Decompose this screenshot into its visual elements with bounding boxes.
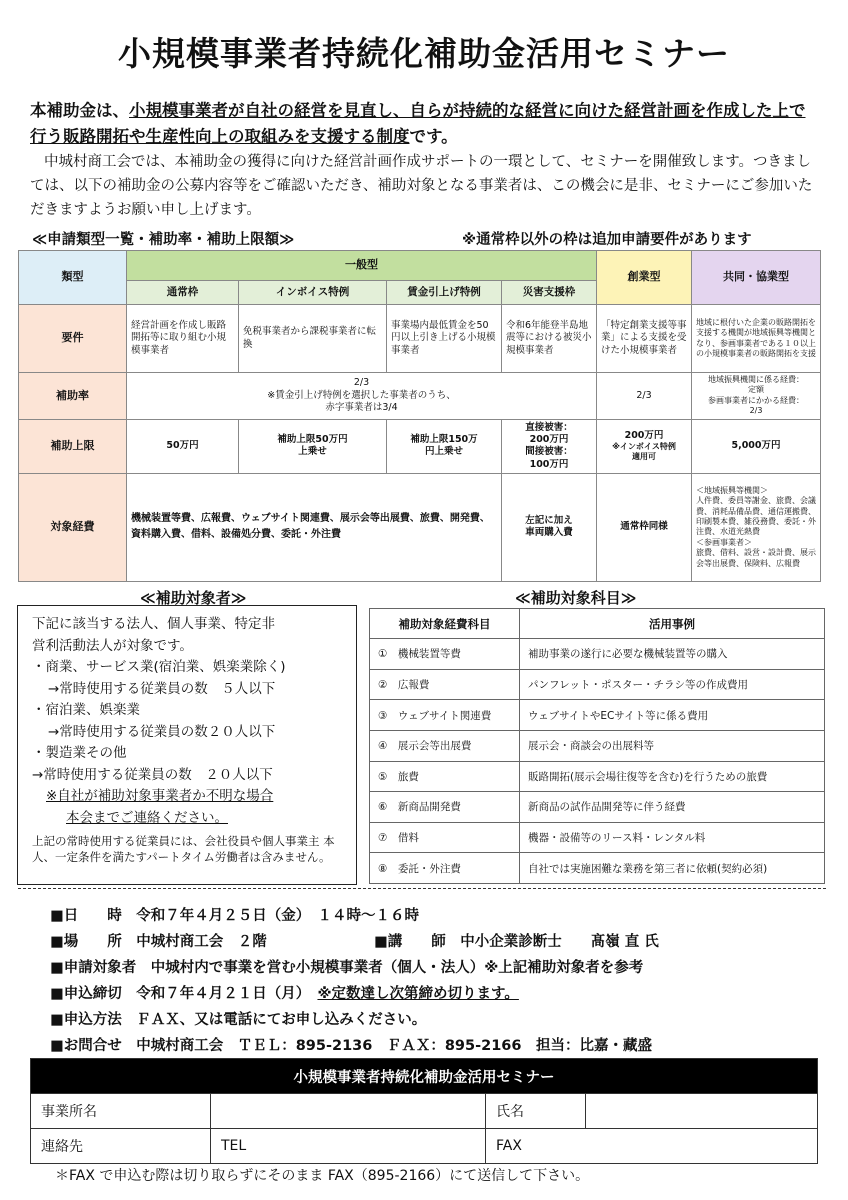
info-deadline-label: ■申込締切 bbox=[50, 986, 122, 1002]
info-deadline bbox=[50, 982, 519, 1003]
form-office-field[interactable] bbox=[211, 1094, 486, 1129]
rate-joint-1: 地域振興機関に係る経費： bbox=[708, 375, 804, 384]
req-invoice: 免税事業者から課税事業者に転換 bbox=[239, 305, 387, 373]
target-line: →常時使用する従業員の数 ２０人以下 bbox=[32, 766, 273, 783]
form-fax-label: FAX bbox=[496, 1138, 522, 1154]
table-row bbox=[370, 700, 825, 731]
items-heading: ≪補助対象科目≫ bbox=[515, 589, 637, 607]
info-lecturer bbox=[374, 930, 659, 951]
target-line: 営利活動法人が対象です。 bbox=[32, 637, 193, 654]
info-method-value: ＦＡＸ、又は電話にてお申し込みください。 bbox=[136, 1012, 427, 1028]
disaster-frame: 災害支援枠 bbox=[502, 281, 597, 305]
info-date-value: 令和７年４月２５日（金） １４時～１６時 bbox=[136, 908, 419, 924]
item-no: ③ bbox=[378, 709, 388, 722]
items-col-example: 活用事例 bbox=[520, 609, 825, 639]
info-applicant-label: ■申請対象者 bbox=[50, 960, 137, 976]
rate-value: 2/3 bbox=[353, 377, 370, 389]
cost-joint bbox=[692, 473, 821, 581]
cost-general: 機械装置等費、広報費、ウェブサイト関連費、展示会等出展費、旅費、開発費、資料購入費、借料、設備処分費、委託・外注費 bbox=[127, 473, 502, 581]
item-example: 新商品の試作品開発等に伴う経費 bbox=[520, 792, 825, 823]
limit-invoice-2: 上乗せ bbox=[298, 446, 327, 458]
limit-startup-1: 200万円 bbox=[624, 429, 664, 441]
info-deadline-note: ※定数達し次第締め切ります。 bbox=[317, 986, 519, 1002]
item-example: 展示会・商談会の出展料等 bbox=[520, 730, 825, 761]
rate-note-2: 赤字事業者は3/4 bbox=[325, 401, 398, 413]
invoice-frame: インボイス特例 bbox=[239, 281, 387, 305]
application-form bbox=[30, 1058, 818, 1164]
table-row bbox=[370, 730, 825, 761]
item-no: ⑥ bbox=[378, 801, 388, 814]
item-name: 機械装置等費 bbox=[397, 648, 461, 661]
form-name-field[interactable] bbox=[586, 1094, 818, 1129]
rate-label: 補助率 bbox=[19, 373, 127, 420]
form-tel-label: TEL bbox=[221, 1138, 247, 1154]
rate-joint-3: 参画事業者にかかる経費： bbox=[708, 395, 804, 405]
req-wage: 事業場内最低賃金を50円以上引き上げる小規模事業者 bbox=[387, 305, 502, 373]
form-tel-field[interactable] bbox=[211, 1129, 486, 1164]
cost-joint-2: 人件費、委員等謝金、旅費、会議費、消耗品備品費、通信運搬費、印刷製本費、雑役務費、委託・外注費、水道光熱費 bbox=[696, 496, 816, 537]
rate-joint-2: 定額 bbox=[748, 385, 764, 395]
limit-invoice bbox=[239, 419, 387, 473]
limit-startup-3: 適用可 bbox=[632, 452, 656, 462]
item-example: 自社では実施困難な業務を第三者に依頼(契約必須) bbox=[520, 853, 825, 884]
fax-instruction: ＊FAX で申込む際は切り取らずにそのまま FAX（895-2166）にて送信して下さい。 bbox=[55, 1168, 590, 1184]
item-no: ② bbox=[378, 679, 388, 692]
wage-frame: 賃金引上げ特例 bbox=[387, 281, 502, 305]
item-name: 広報費 bbox=[397, 679, 430, 692]
info-applicant bbox=[50, 956, 643, 977]
intro-text-underlined: 小規模事業者が自社の経営を見直し、自らが持続的な経営に向けた経営計画を作成した上で行う販路開拓や生産性向上の取組みを支援する制度 bbox=[30, 101, 806, 146]
info-place bbox=[50, 930, 267, 951]
info-lecturer-value: 中小企業診断士 髙嶺 直 氏 bbox=[460, 934, 659, 950]
target-line: →常時使用する従業員の数 ５人以下 bbox=[48, 680, 276, 697]
info-contact-value: 中城村商工会 ＴＥＬ：895-2136 ＦＡＸ：895-2166 担当：比嘉・藏盛 bbox=[136, 1038, 652, 1054]
limit-disaster-2: 200万円 bbox=[529, 433, 569, 445]
item-no: ⑦ bbox=[378, 832, 388, 845]
req-tsujo: 経営計画を作成し販路開拓等に取り組む小規模事業者 bbox=[127, 305, 239, 373]
general-type: 一般型 bbox=[127, 251, 597, 281]
item-no: ⑤ bbox=[378, 770, 388, 783]
info-date-label: ■日 時 bbox=[50, 908, 122, 924]
startup-type: 創業型 bbox=[597, 251, 692, 305]
rate-general bbox=[127, 373, 597, 420]
item-name: 旅費 bbox=[397, 770, 419, 783]
info-lecturer-label: ■講 師 bbox=[374, 934, 446, 950]
limit-wage bbox=[387, 419, 502, 473]
target-note: ※自社が補助対象事業者か不明な場合 bbox=[46, 788, 274, 804]
intro-text-a: 本補助金は、 bbox=[30, 101, 129, 120]
item-name: 新商品開発費 bbox=[397, 801, 461, 814]
item-name: 借料 bbox=[397, 832, 419, 845]
req-joint: 地域に根付いた企業の販路開拓を支援する機関が地域振興等機関となり、参画事業者である１０以上の小規模事業者の販路開拓を支援 bbox=[692, 305, 821, 373]
limit-startup bbox=[597, 419, 692, 473]
item-example: パンフレット・ポスター・チラシ等の作成費用 bbox=[520, 669, 825, 700]
form-fax-field[interactable] bbox=[486, 1129, 818, 1164]
subsidy-type-table bbox=[18, 250, 821, 582]
table-row bbox=[370, 822, 825, 853]
info-contact-label: ■お問合せ bbox=[50, 1038, 122, 1054]
form-title: 小規模事業者持続化補助金活用セミナー bbox=[31, 1059, 818, 1094]
cost-joint-1: ＜地域振興等機関＞ bbox=[696, 485, 768, 495]
grid-note: ※通常枠以外の枠は追加申請要件があります bbox=[462, 232, 752, 248]
item-example: 補助事業の遂行に必要な機械装置等の購入 bbox=[520, 639, 825, 670]
limit-joint: 5,000万円 bbox=[692, 419, 821, 473]
limit-wage-1: 補助上限150万 bbox=[410, 433, 478, 445]
info-contact bbox=[50, 1034, 652, 1055]
req-disaster: 令和6年能登半島地震等における被災小規模事業者 bbox=[502, 305, 597, 373]
items-col-category: 補助対象経費科目 bbox=[370, 609, 520, 639]
cost-startup: 通常枠同様 bbox=[597, 473, 692, 581]
rate-joint bbox=[692, 373, 821, 420]
item-name: 委託・外注費 bbox=[397, 862, 461, 875]
info-date bbox=[50, 904, 419, 925]
target-line: →常時使用する従業員の数２０人以下 bbox=[48, 723, 276, 740]
target-note-2: 本会までご連絡ください。 bbox=[66, 809, 228, 826]
intro-text-b: です。 bbox=[409, 127, 458, 146]
info-method-label: ■申込方法 bbox=[50, 1012, 122, 1028]
item-no: ④ bbox=[378, 740, 388, 753]
item-no: ① bbox=[378, 648, 388, 661]
info-place-value: 中城村商工会 ２階 bbox=[136, 934, 267, 950]
cut-line bbox=[18, 888, 826, 889]
page-title: 小規模事業者持続化補助金活用セミナー bbox=[118, 34, 730, 73]
target-line: ・商業、サービス業(宿泊業、娯楽業除く) bbox=[32, 659, 286, 675]
tsujo-frame: 通常枠 bbox=[127, 281, 239, 305]
cost-disaster-2: 車両購入費 bbox=[525, 527, 573, 539]
type-label: 類型 bbox=[19, 251, 127, 305]
limit-label: 補助上限 bbox=[19, 419, 127, 473]
intro-paragraph: 中城村商工会では、本補助金の獲得に向けた経営計画作成サポートの一環として、セミナーを開催致します。つきましては、以下の補助金の公募内容等をご確認いただき、補助対象となる事業者は、この機会に是非、セミナーにご参加いただきますようお願い申し上げます。 bbox=[30, 154, 813, 218]
table-row bbox=[370, 792, 825, 823]
target-heading: ≪補助対象者≫ bbox=[140, 589, 247, 607]
intro-summary bbox=[30, 98, 820, 150]
rate-note: ※賃金引上げ特例を選択した事業者のうち、 bbox=[267, 389, 456, 401]
target-line: ・製造業その他 bbox=[32, 745, 127, 761]
form-name-label: 氏名 bbox=[486, 1094, 586, 1129]
cost-joint-4: 旅費、借料、設営・設計費、展示会等出展費、保険料、広報費 bbox=[696, 548, 816, 568]
cost-disaster-1: 左記に加え bbox=[525, 515, 573, 527]
limit-disaster-4: 100万円 bbox=[529, 458, 569, 470]
cost-disaster bbox=[502, 473, 597, 581]
info-method bbox=[50, 1008, 426, 1029]
info-applicant-value: 中城村内で事業を営む小規模事業者（個人・法人）※上記補助対象者を参考 bbox=[150, 960, 644, 976]
item-example: ウェブサイトやECサイト等に係る費用 bbox=[520, 700, 825, 731]
limit-startup-2: ※インボイス特例 bbox=[612, 442, 676, 452]
info-deadline-value: 令和７年４月２１日（月） bbox=[136, 986, 303, 1002]
item-name: ウェブサイト関連費 bbox=[397, 709, 492, 722]
req-label: 要件 bbox=[19, 305, 127, 373]
form-contact-label: 連絡先 bbox=[31, 1129, 211, 1164]
limit-invoice-1: 補助上限50万円 bbox=[277, 433, 348, 445]
items-table bbox=[369, 608, 825, 884]
limit-disaster-1: 直接被害： bbox=[525, 421, 573, 433]
info-place-label: ■場 所 bbox=[50, 934, 122, 950]
item-example: 機器・設備等のリース料・レンタル料 bbox=[520, 822, 825, 853]
cost-label: 対象経費 bbox=[19, 473, 127, 581]
table-row bbox=[370, 669, 825, 700]
target-box bbox=[17, 605, 357, 885]
target-line: ・宿泊業、娯楽業 bbox=[32, 702, 140, 718]
form-office-label: 事業所名 bbox=[31, 1094, 211, 1129]
table-row bbox=[370, 761, 825, 792]
item-no: ⑧ bbox=[378, 862, 388, 875]
target-line: 下記に該当する法人、個人事業、特定非 bbox=[32, 616, 275, 632]
limit-disaster-3: 間接被害： bbox=[525, 446, 573, 458]
limit-disaster bbox=[502, 419, 597, 473]
table-row bbox=[370, 639, 825, 670]
rate-startup: 2/3 bbox=[597, 373, 692, 420]
limit-wage-2: 円上乗せ bbox=[424, 446, 463, 458]
table-row bbox=[370, 853, 825, 884]
grid-heading: ≪申請類型一覧・補助率・補助上限額≫ bbox=[32, 232, 295, 248]
limit-tsujo: 50万円 bbox=[127, 419, 239, 473]
joint-type: 共同・協業型 bbox=[692, 251, 821, 305]
req-startup: 「特定創業支援等事業」による支援を受けた小規模事業者 bbox=[597, 305, 692, 373]
rate-joint-4: 2/3 bbox=[749, 406, 763, 416]
item-example: 販路開拓(展示会場往復等を含む)を行うための旅費 bbox=[520, 761, 825, 792]
cost-joint-3: ＜参画事業者＞ bbox=[696, 537, 752, 547]
item-name: 展示会等出展費 bbox=[397, 740, 472, 753]
target-fine-print: 上記の常時使用する従業員には、会社役員や個人事業主 本人、一定条件を満たすパートタイム労働者は含みません。 bbox=[32, 834, 335, 864]
